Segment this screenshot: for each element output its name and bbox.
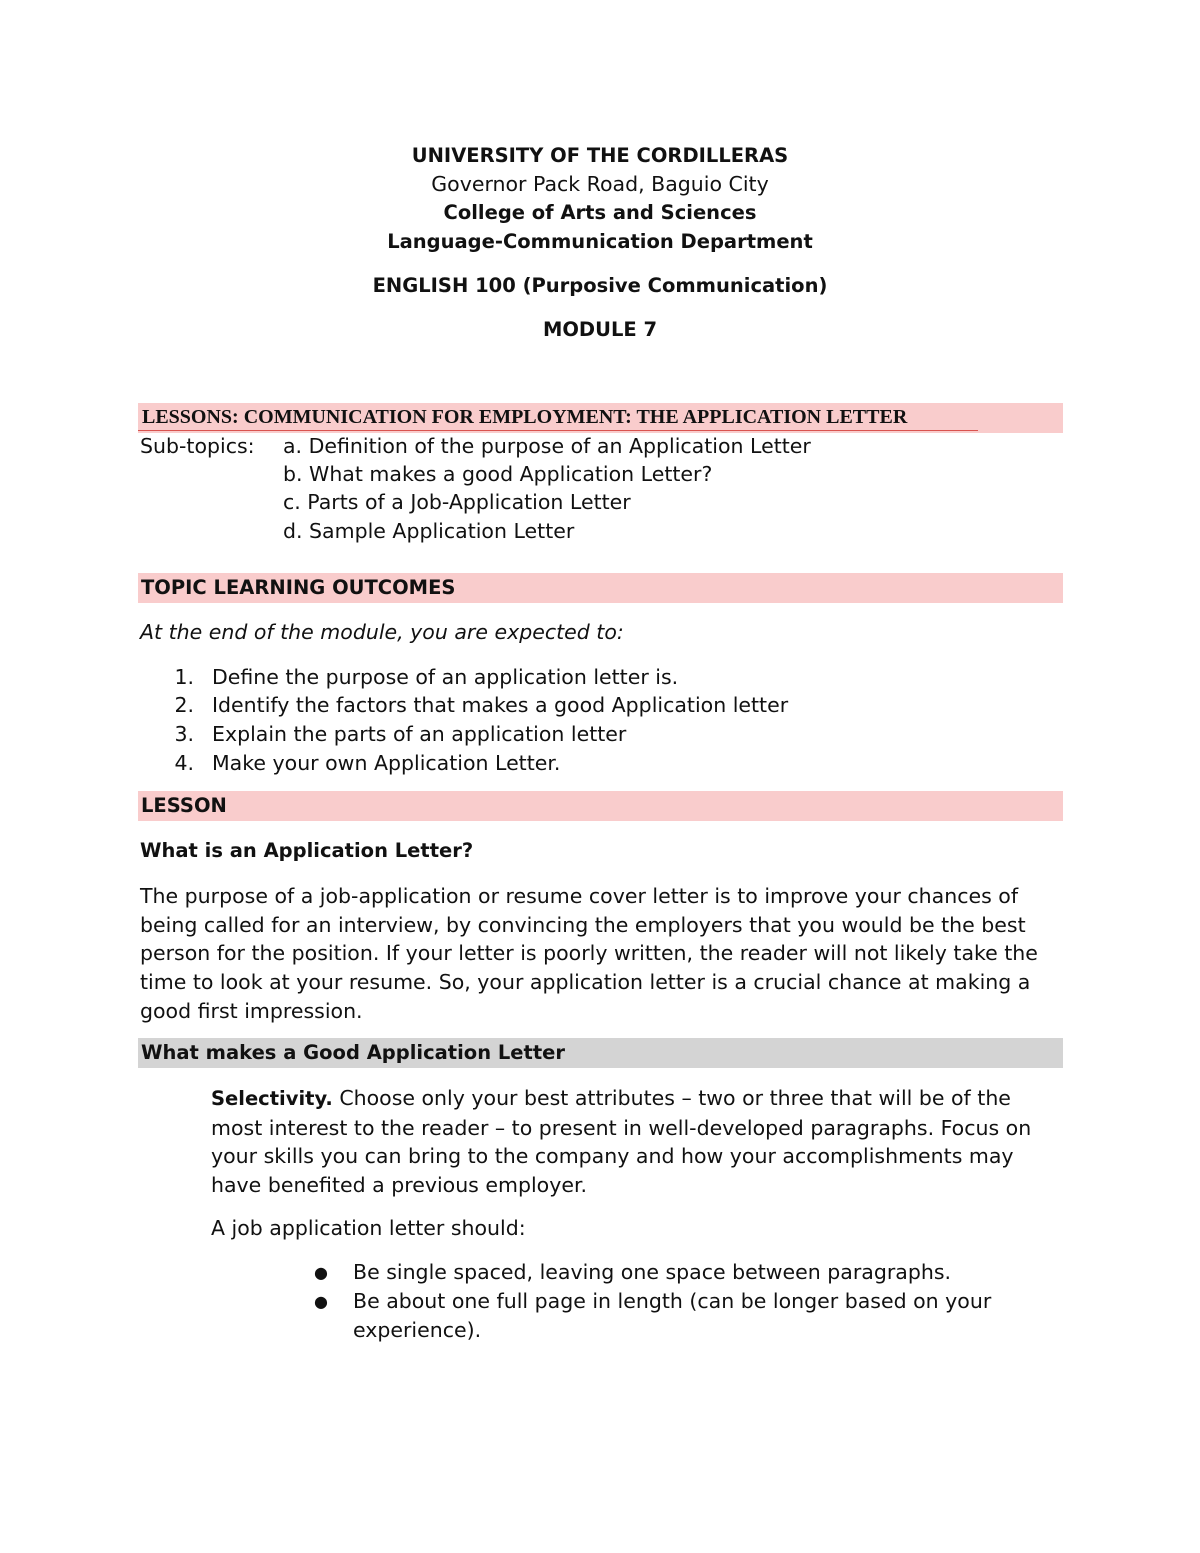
subtopic-b: b. What makes a good Application Letter?	[283, 462, 713, 486]
lessons-heading-underline	[138, 430, 978, 431]
selectivity-term: Selectivity.	[211, 1087, 333, 1110]
outcome-number: 1.	[174, 665, 194, 689]
outcome-number: 3.	[174, 722, 194, 746]
department-name: Language-Communication Department	[387, 230, 813, 253]
good-letter-heading-band	[138, 1038, 1063, 1068]
subtopic-a: a. Definition of the purpose of an Application Letter	[283, 434, 811, 458]
outcome-number: 4.	[174, 751, 194, 775]
outcomes-heading: TOPIC LEARNING OUTCOMES	[141, 576, 456, 599]
lesson-heading-band	[138, 791, 1063, 821]
college-name: College of Arts and Sciences	[443, 201, 757, 224]
bullet-icon: ●	[314, 1263, 328, 1282]
outcome-item: Define the purpose of an application letter is.	[212, 665, 679, 689]
good-letter-heading: What makes a Good Application Letter	[141, 1041, 566, 1064]
outcomes-heading-band	[138, 573, 1063, 603]
lesson-paragraph: The purpose of a job-application or resume cover letter is to improve your chances of being called for an interview, by convincing the employers that you would be the best person for the position. If your letter is poorly written, the reader will not likely take the time to look at your resume. So, your application letter is a crucial chance at making a good first impression.	[140, 884, 1038, 1023]
outcomes-intro: At the end of the module, you are expected to:	[140, 620, 624, 644]
selectivity-paragraph	[211, 1084, 1063, 1200]
outcome-number: 2.	[174, 693, 194, 717]
lessons-heading-band	[138, 403, 1063, 433]
university-address: Governor Pack Road, Baguio City	[431, 172, 769, 196]
selectivity-text: Choose only your best attributes – two or three that will be of the most interest to the reader – to present in well-developed paragraphs. Focus on your skills you can bring to the company and how your accomplishments may have benefited a previous employer.	[211, 1086, 1032, 1198]
lesson-heading: LESSON	[141, 794, 227, 817]
outcome-item: Identify the factors that makes a good Application letter	[212, 693, 789, 717]
should-intro: A job application letter should:	[211, 1216, 526, 1240]
lessons-heading: LESSONS: COMMUNICATION FOR EMPLOYMENT: THE APPLICATION LETTER	[142, 406, 908, 428]
outcome-item: Make your own Application Letter.	[212, 751, 561, 775]
university-name: UNIVERSITY OF THE CORDILLERAS	[411, 144, 789, 167]
bullet-icon: ●	[314, 1292, 328, 1311]
course-title: ENGLISH 100 (Purposive Communication)	[372, 274, 828, 297]
lesson-question: What is an Application Letter?	[140, 839, 474, 862]
bullet-item: Be about one full page in length (can be longer based on your experience).	[353, 1289, 992, 1342]
module-title: MODULE 7	[542, 318, 658, 341]
outcome-item: Explain the parts of an application letter	[212, 722, 627, 746]
subtopics-label: Sub-topics:	[140, 434, 255, 458]
subtopic-c: c. Parts of a Job-Application Letter	[283, 490, 631, 514]
subtopic-d: d. Sample Application Letter	[283, 519, 575, 543]
bullet-item: Be single spaced, leaving one space between paragraphs.	[353, 1260, 952, 1284]
